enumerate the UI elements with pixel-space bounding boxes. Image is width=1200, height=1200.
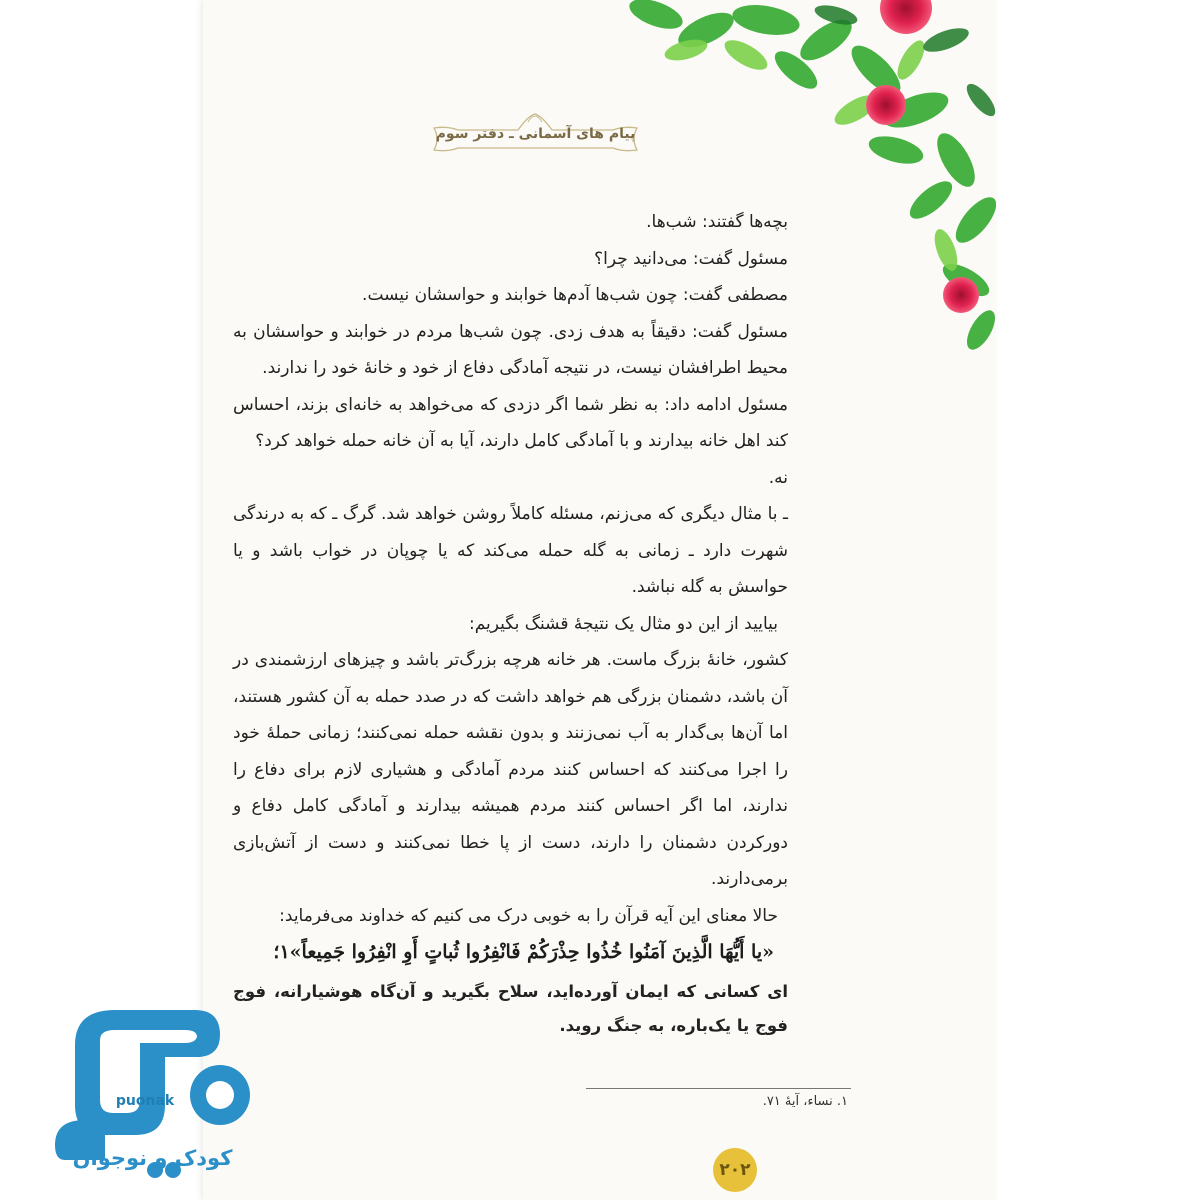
body-text xyxy=(233,204,788,1043)
paragraph: بچه‌ها گفتند: شب‌ها. xyxy=(646,212,788,232)
paragraph: مسئول گفت: دقیقاً به هدف زدی. چون شب‌ها مردم در خوابند و حواسشان به محیط اطرافشان نیست، در نتیجه آمادگی دفاع از خود و خانهٔ خود را ندارند. xyxy=(233,321,788,378)
paragraph: نه. xyxy=(768,467,788,488)
footnote: ۱. نساء، آیهٔ ۷۱. xyxy=(762,1094,848,1109)
verse-translation: ای کسانی که ایمان آورده‌اید، سلاح بگیرید و آن‌گاه هوشیارانه، فوج فوج یا یک‌باره، به جنگ روید. xyxy=(233,981,788,1035)
book-page xyxy=(203,0,996,1200)
paragraph: ـ با مثال دیگری که می‌زنم، مسئله کاملاً روشن خواهد شد. گرگ ـ که به درندگی شهرت دارد ـ زمانی به گله حمله می‌کند که یا چوپان در خواب باشد و یا حواسش به گله نباشد. xyxy=(233,504,788,597)
paragraph: بیایید از این دو مثال یک نتیجهٔ قشنگ بگیریم: xyxy=(469,613,778,634)
paragraph: مسئول ادامه داد: به نظر شما اگر دزدی که می‌خواهد به خانه‌ای بزند، احساس کند اهل خانه بیدارند و با آمادگی کامل دارند، آیا به آن خانه حمله خواهد کرد؟ xyxy=(233,394,788,451)
header-title: پیام های آسمانی ـ دفتر سوم xyxy=(435,126,636,142)
footnote-divider xyxy=(586,1088,851,1089)
page-number-badge: ۲۰۲ xyxy=(713,1148,757,1192)
quran-verse: «یا أَیُّهَا الَّذِینَ آمَنُوا خُذُوا حِذْرَکُمْ فَانْفِرُوا ثُباتٍ أَوِ انْفِرُوا جَمِیعاً»۱؛ xyxy=(273,941,774,963)
paragraph: مصطفی گفت: چون شب‌ها آدم‌ها خوابند و حواسشان نیست. xyxy=(362,285,788,305)
running-header xyxy=(428,108,643,170)
paragraph: کشور، خانهٔ بزرگ ماست. هر خانه هرچه بزرگ‌تر باشد و چیزهای ارزشمندی در آن باشد، دشمنان بزرگی هم خواهد داشت که در صدد حمله به آن کشور هستند، اما آن‌ها بی‌گدار به آب نمی‌زنند و بدون نقشه حمله نمی‌کنند؛ زمانی حملهٔ خود را اجرا می‌کنند که احساس کنند مردم آمادگی و هشیاری لازم برای دفاع را ندارند، اما اگر احساس کنند مردم همیشه بیدارند و آمادگی کامل دفاع و دورکردن دشمنان را دارند، دست از پا خطا نمی‌کنند و دست از آتش‌بازی برمی‌دارند. xyxy=(233,650,788,889)
logo-tagline: کودک و نوجوان xyxy=(72,1146,233,1170)
paragraph: حالا معنای این آیه قرآن را به خوبی درک می کنیم که خداوند می‌فرماید: xyxy=(279,905,778,926)
logo-latin-name: puonak xyxy=(115,1093,175,1109)
paragraph: مسئول گفت: می‌دانید چرا؟ xyxy=(594,248,788,269)
